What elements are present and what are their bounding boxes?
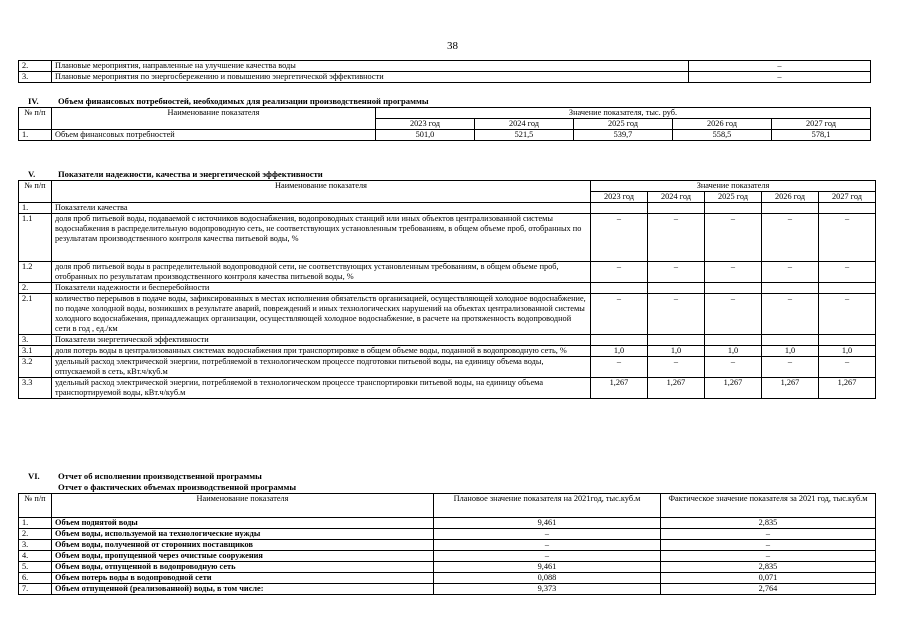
- table-row: [19, 294, 876, 335]
- row-value: 501,0: [376, 130, 475, 141]
- row-value: 1,0: [762, 346, 819, 357]
- row-number: 3.: [19, 540, 52, 551]
- row-value: –: [705, 214, 762, 262]
- row-fact: 2,764: [661, 584, 876, 595]
- row-number: 1.2: [19, 262, 52, 283]
- row-value: –: [591, 357, 648, 378]
- row-value: 539,7: [574, 130, 673, 141]
- row-fact: 2,835: [661, 518, 876, 529]
- row-name: Плановые мероприятия, направленные на улучшение качества воды: [52, 61, 689, 72]
- section-title: Показатели надежности, качества и энергетической эффективности: [58, 169, 323, 179]
- row-fact: –: [661, 540, 876, 551]
- row-value: –: [819, 262, 876, 283]
- col-value-header: Значение показателя, тыс. руб.: [376, 108, 871, 119]
- row-name: доля потерь воды в централизованных системах водоснабжения при транспортировке в общем объеме воды, поданной в водопроводную сеть, %: [52, 346, 591, 357]
- col-value-header: Значение показателя: [591, 181, 876, 192]
- table-row: [19, 130, 871, 141]
- row-fact: 0,071: [661, 573, 876, 584]
- row-plan: 9,461: [434, 518, 661, 529]
- row-value: 1,0: [648, 346, 705, 357]
- year-header: 2023 год: [376, 119, 475, 130]
- row-value: –: [648, 294, 705, 335]
- year-header: 2024 год: [475, 119, 574, 130]
- row-name: удельный расход электрической энергии, потребляемой в технологическом процессе транспортировки питьевой воды, на единицу объема транспортируемой воды, кВт.ч/куб.м: [52, 378, 591, 399]
- row-value: –: [689, 61, 871, 72]
- row-number: 6.: [19, 573, 52, 584]
- table-row: [19, 203, 876, 214]
- section-6-subtitle: Отчет о фактических объемах производственной программы: [58, 482, 297, 492]
- row-value: –: [648, 214, 705, 262]
- year-header: 2025 год: [574, 119, 673, 130]
- row-name: Объем воды, отпущенной в водопроводную сеть: [52, 562, 434, 573]
- year-header: 2027 год: [772, 119, 871, 130]
- table-row: [19, 214, 876, 262]
- col-plan-header: Плановое значение показателя на 2021год, тыс.куб.м: [434, 494, 661, 518]
- table-row: [19, 357, 876, 378]
- row-number: 3.: [19, 72, 52, 83]
- row-value: –: [819, 294, 876, 335]
- row-name: количество перерывов в подаче воды, зафиксированных в местах исполнения обязательств организацией, осуществляющей холодное водоснабжение, по подаче холодной воды, возникших в результате аварий, повреждений и иных технологических нарушений на объектах централизованной системы холодного водоснабжения, принадлежащих организации, осуществляющей холодное водоснабжение, в расчете на протяженность водопроводной сети в год , ед./км: [52, 294, 591, 335]
- row-name: Показатели энергетической эффективности: [52, 335, 591, 346]
- row-value: –: [705, 294, 762, 335]
- row-value: 1,267: [648, 378, 705, 399]
- row-number: 1.: [19, 203, 52, 214]
- table-row: [19, 540, 876, 551]
- row-value: –: [762, 357, 819, 378]
- section-number: V.: [28, 169, 36, 179]
- col-name-header: Наименование показателя: [52, 494, 434, 518]
- row-name: Плановые мероприятия по энергосбережению и повышению энергетической эффективности: [52, 72, 689, 83]
- row-plan: –: [434, 540, 661, 551]
- section-title: Объем финансовых потребностей, необходимых для реализации производственной программы: [58, 96, 429, 106]
- row-name: доля проб питьевой воды в распределительной водопроводной сети, не соответствующих установленным требованиям, в общем объеме проб, отобранных по результатам производственного контроля качества питьевой воды, %: [52, 262, 591, 283]
- table-row: [19, 518, 876, 529]
- row-value: –: [689, 72, 871, 83]
- row-value: –: [762, 294, 819, 335]
- section-4-heading: [28, 96, 429, 106]
- row-value: –: [819, 357, 876, 378]
- row-value: –: [591, 262, 648, 283]
- row-value: –: [591, 294, 648, 335]
- row-value: –: [648, 262, 705, 283]
- row-plan: –: [434, 551, 661, 562]
- row-name: Показатели качества: [52, 203, 591, 214]
- page-number: 38: [447, 40, 458, 52]
- row-value: –: [762, 214, 819, 262]
- row-fact: 2,835: [661, 562, 876, 573]
- col-name-header: Наименование показателя: [52, 108, 376, 130]
- row-value: –: [762, 262, 819, 283]
- row-name: Показатели надежности и бесперебойности: [52, 283, 591, 294]
- row-number: 5.: [19, 562, 52, 573]
- table-row: [19, 61, 871, 72]
- table-row: [19, 262, 876, 283]
- row-number: 2.: [19, 529, 52, 540]
- row-number: 2.: [19, 283, 52, 294]
- table-row: [19, 335, 876, 346]
- table-row: [19, 72, 871, 83]
- row-name: Объем воды, используемой на технологические нужды: [52, 529, 434, 540]
- row-name: доля проб питьевой воды, подаваемой с источников водоснабжения, водопроводных станций или иных объектов централизованной системы водоснабжения в распределительную водопроводную сеть, не соответствующих установленным требованиям, в общем объеме проб, отобранных по результатам производственного контроля качества питьевой воды, %: [52, 214, 591, 262]
- table-row: [19, 378, 876, 399]
- row-value: 1,0: [705, 346, 762, 357]
- row-value: 1,267: [819, 378, 876, 399]
- col-name-header: Наименование показателя: [52, 181, 591, 203]
- row-number: 3.: [19, 335, 52, 346]
- col-fact-header: Фактическое значение показателя за 2021 год, тыс.куб.м: [661, 494, 876, 518]
- table-row: [19, 529, 876, 540]
- row-name: Объем воды, пропущенной через очистные сооружения: [52, 551, 434, 562]
- row-value: –: [591, 214, 648, 262]
- row-value: 1,0: [819, 346, 876, 357]
- row-number: 4.: [19, 551, 52, 562]
- year-header: 2026 год: [673, 119, 772, 130]
- row-value: –: [648, 357, 705, 378]
- row-fact: –: [661, 551, 876, 562]
- indicators-table: [18, 180, 876, 399]
- col-number-header: № п/п: [19, 494, 52, 518]
- row-number: 1.: [19, 518, 52, 529]
- year-header: 2025 год: [705, 192, 762, 203]
- row-value: 1,267: [705, 378, 762, 399]
- report-table: [18, 493, 876, 595]
- row-value: 521,5: [475, 130, 574, 141]
- row-name: Объем отпущенной (реализованной) воды, в том числе:: [52, 584, 434, 595]
- row-plan: –: [434, 529, 661, 540]
- year-header: 2023 год: [591, 192, 648, 203]
- row-number: 3.3: [19, 378, 52, 399]
- row-name: удельный расход электрической энергии, потребляемой в технологическом процессе подготовки питьевой воды, на единицу объема воды, отпускаемой в сеть, кВт.ч/куб.м: [52, 357, 591, 378]
- table-row: [19, 562, 876, 573]
- row-value: –: [705, 357, 762, 378]
- row-value: –: [819, 214, 876, 262]
- table-row: [19, 573, 876, 584]
- row-number: 3.2: [19, 357, 52, 378]
- continuation-table: [18, 60, 871, 83]
- year-header: 2024 год: [648, 192, 705, 203]
- finance-table: [18, 107, 871, 141]
- row-name: Объем поднятой воды: [52, 518, 434, 529]
- row-number: 3.1: [19, 346, 52, 357]
- row-value: 1,0: [591, 346, 648, 357]
- col-number-header: № п/п: [19, 108, 52, 130]
- row-number: 1.: [19, 130, 52, 141]
- row-value: 578,1: [772, 130, 871, 141]
- year-header: 2027 год: [819, 192, 876, 203]
- row-value: –: [705, 262, 762, 283]
- row-number: 2.1: [19, 294, 52, 335]
- row-value: 1,267: [762, 378, 819, 399]
- section-number: VI.: [28, 471, 40, 481]
- table-row: [19, 584, 876, 595]
- table-row: [19, 551, 876, 562]
- row-number: 1.1: [19, 214, 52, 262]
- section-6-heading: [28, 471, 262, 481]
- row-name: Объем воды, полученной от сторонних поставщиков: [52, 540, 434, 551]
- row-plan: 0,088: [434, 573, 661, 584]
- row-value: 558,5: [673, 130, 772, 141]
- table-row: [19, 346, 876, 357]
- row-number: 7.: [19, 584, 52, 595]
- section-5-heading: [28, 169, 323, 179]
- row-value: 1,267: [591, 378, 648, 399]
- section-number: IV.: [28, 96, 39, 106]
- row-plan: 9,373: [434, 584, 661, 595]
- section-title: Отчет об исполнении производственной программы: [58, 471, 262, 481]
- table-row: [19, 283, 876, 294]
- row-plan: 9,461: [434, 562, 661, 573]
- year-header: 2026 год: [762, 192, 819, 203]
- col-number-header: № п/п: [19, 181, 52, 203]
- row-number: 2.: [19, 61, 52, 72]
- row-name: Объем потерь воды в водопроводной сети: [52, 573, 434, 584]
- row-fact: –: [661, 529, 876, 540]
- row-name: Объем финансовых потребностей: [52, 130, 376, 141]
